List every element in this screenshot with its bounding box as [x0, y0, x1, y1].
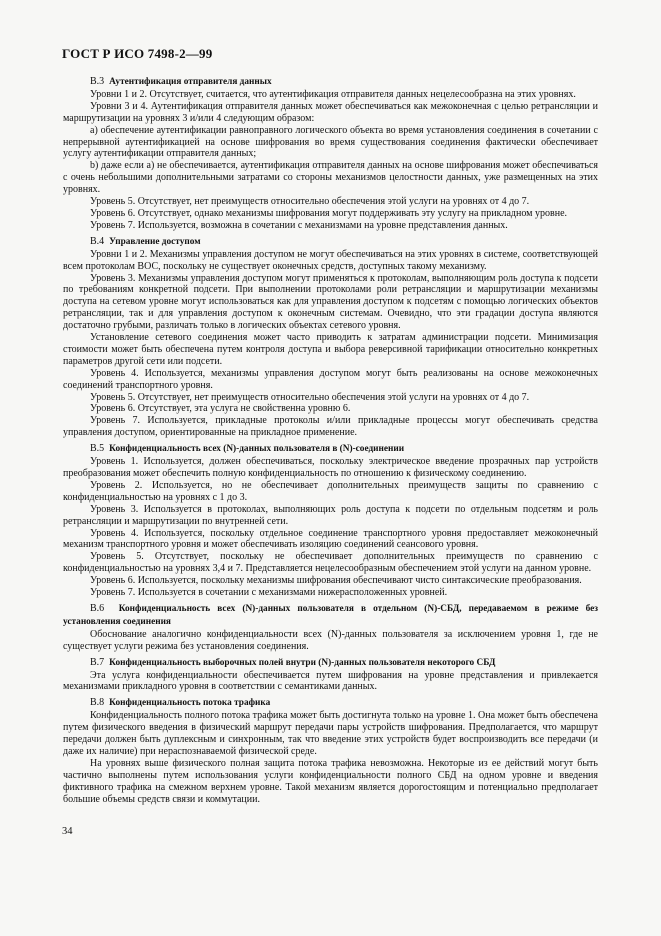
paragraph: b) даже если а) не обеспечивается, аутентификация отправителя данных на основе шифрования может обеспечиваться с очень небольшими дополнительными затратами со стороны механизмов целостности данных, уже размещенных на этих уровнях.	[63, 160, 598, 196]
section-title: Конфиденциальность всех (N)-данных пользователя в отдельном (N)-СБД, передаваемом в режиме без установления соединения	[63, 603, 599, 627]
section-number: В.4	[90, 235, 105, 247]
section-heading	[63, 603, 598, 629]
paragraph: Уровни 3 и 4. Аутентификация отправителя данных может обеспечиваться как межоконечная с целью ретрансляции и маршрутизации на уровнях 3 и/или 4 следующим образом:	[63, 100, 598, 124]
section-title: Управление доступом	[109, 236, 201, 247]
page-number: 34	[62, 826, 73, 837]
paragraph: Уровень 3. Используется в протоколах, выполняющих роль доступа к подсети по отдельным подсетям и роль ретрансляции и маршрутизации по внутренней сети.	[63, 503, 598, 527]
paragraph: Обоснование аналогично конфиденциальности всех (N)-данных пользователя за исключением уровня 1, где не существует услуги режима без установления соединения.	[63, 628, 598, 652]
paragraph: Уровень 5. Отсутствует, поскольку не обеспечивает дополнительных преимуществ по сравнению с конфиденциальностью на уровнях 3,4 и 7. Представляется нецелесообразным обеспечением этой услуги на данном уровне.	[63, 551, 598, 575]
paragraph: Уровень 6. Отсутствует, однако механизмы шифрования могут поддерживать эту услугу на прикладном уровне.	[90, 207, 568, 219]
paragraph: Уровень 7. Используется в сочетании с механизмами нижерасположенных уровней.	[90, 587, 448, 599]
section-number: В.6	[90, 602, 105, 614]
paragraph: Уровни 1 и 2. Отсутствует, считается, что аутентификация отправителя данных нецелесообразна на этих уровнях.	[90, 88, 576, 100]
section-number: В.5	[90, 443, 105, 455]
paragraph: а) обеспечение аутентификации равноправного логического объекта во время установления соединения в сочетании с непрерывной аутентификацией на основе шифрования во время существования соединения фактически обеспечивает услугу аутентификации отправителя данных;	[63, 124, 598, 160]
document-body	[63, 76, 599, 805]
paragraph: Эта услуга конфиденциальности обеспечивается путем шифрования на уровне представления и привлекается механизмами прикладного уровня в соответствии с семантиками данных.	[63, 669, 598, 693]
paragraph: Уровень 5. Отсутствует, нет преимуществ относительно обеспечения этой услуги на уровнях от 4 до 7.	[90, 391, 530, 403]
paragraph: Уровень 3. Механизмы управления доступом могут применяться к протоколам, выполняющим роль доступа к подсети по требованиям конкретной подсети. При выполнении протоколами роли ретрансляции и маршрутизации механизмы доступа на сетевом уровне могут использоваться как для управления доступом к подсетям с помощью логических объектов ретрансляции, так и для управления доступом к оконечным системам. Очевидно, что эти градации доступа являются достаточно грубыми, различать только в логических объектах сетевого уровня.	[63, 272, 598, 332]
paragraph: Уровень 6. Используется, поскольку механизмы шифрования обеспечивают чисто синтаксические преобразования.	[90, 575, 582, 587]
paragraph: Уровень 4. Используется, механизмы управления доступом могут быть реализованы на основе межоконечных соединений транспортного уровня.	[63, 367, 598, 391]
paragraph: Уровень 7. Используется, прикладные протоколы и/или прикладные процессы могут обеспечивать средства управления доступом, ориентированные на прикладное применение.	[63, 415, 598, 439]
section-title: Конфиденциальность выборочных полей внутри (N)-данных пользователя некоторого СБД	[109, 657, 496, 668]
section-title: Конфиденциальность потока трафика	[109, 698, 271, 709]
paragraph: Уровень 7. Используется, возможна в сочетании с механизмами на уровне представления данных.	[90, 219, 508, 231]
section-heading	[63, 236, 598, 249]
section-title: Аутентификация отправителя данных	[109, 77, 272, 87]
paragraph: Уровень 1. Используется, должен обеспечиваться, поскольку электрическое введение прозрачных пар устройств преобразования может обеспечить полную конфиденциальность по отношению к физическому соединению.	[63, 456, 598, 479]
section-number: В.3	[90, 76, 105, 87]
section-title: Конфиденциальность всех (N)-данных пользователя в (N)-соединении	[109, 444, 405, 455]
section-heading	[63, 697, 598, 710]
paragraph: Уровень 2. Используется, но не обеспечивает дополнительных преимуществ защиты по сравнению с конфиденциальностью на уровнях с 1 до 3.	[63, 479, 598, 503]
paragraph: На уровнях выше физического полная защита потока трафика невозможна. Некоторые из ее действий могут быть частично выполнены путем использования услуги конфиденциальности полного СБД на одном уровне и введения фиктивного трафика на смежном верхнем уровне. Такой механизм является дорогостоящим и потенциально предполагает большие объемы средств связи и коммутации.	[63, 757, 598, 805]
section-heading	[63, 443, 598, 456]
section-number: В.8	[90, 697, 105, 709]
paragraph: Установление сетевого соединения может часто приводить к затратам администрации подсети. Минимизация стоимости может быть обеспечена путем контроля доступа и выбора реверсивной тарификации относительно конкретных параметров другой сети или подсети.	[63, 332, 598, 367]
paragraph: Уровень 6. Отсутствует, эта услуга не свойственна уровню 6.	[90, 403, 351, 415]
section-number: В.7	[90, 656, 105, 668]
paragraph: Конфиденциальность полного потока трафика может быть достигнута только на уровне 1. Она может быть обеспечена путем физического введения в физический маршрут передачи пары устройств шифрования. Предполагается, что маршрут передачи должен быть дуплексным и синхронным, так что введение этих устройств будет воспроизводить все передачи (и даже их наличие) при нераспознаваемой физической среде.	[63, 710, 598, 757]
document-header: ГОСТ Р ИСО 7498-2—99	[62, 46, 213, 61]
section-heading	[63, 76, 598, 89]
section-heading	[63, 657, 598, 670]
paragraph: Уровень 4. Используется, поскольку отдельное соединение транспортного уровня предоставляет межоконечный механизм транспортного уровня и может обеспечивать изоляцию соединений сеансового уровня.	[63, 527, 598, 551]
paragraph: Уровни 1 и 2. Механизмы управления доступом не могут обеспечиваться на этих уровнях в системе, соответствующей всем протоколам ВОС, поскольку не существует оконечных средств, доступных такому механизму.	[63, 248, 598, 272]
paragraph: Уровень 5. Отсутствует, нет преимуществ относительно обеспечения этой услуги на уровнях от 4 до 7.	[90, 196, 530, 208]
